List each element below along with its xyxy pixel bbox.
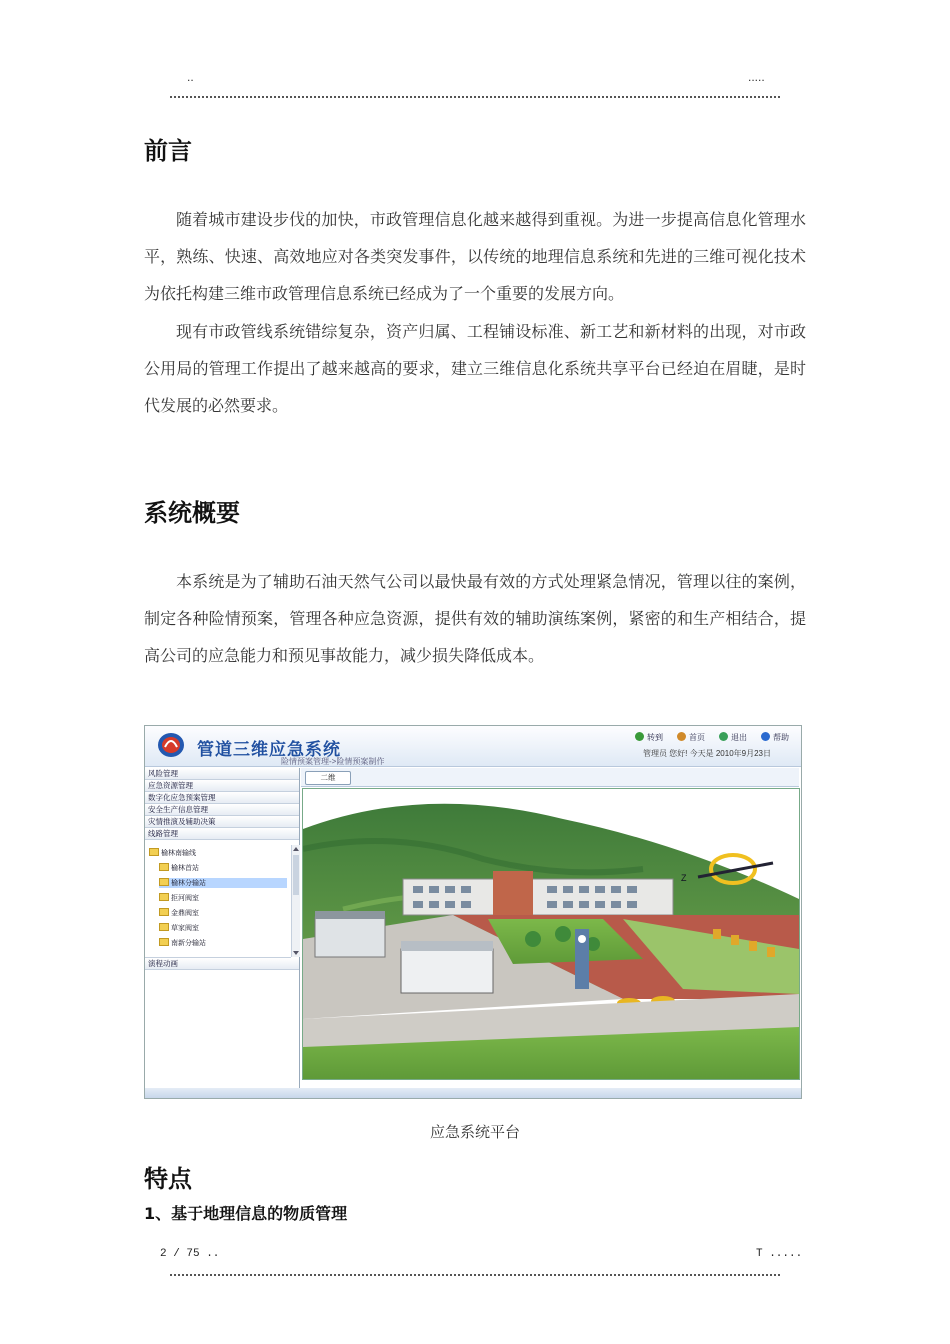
- footer-right-mark: T .....: [756, 1248, 803, 1260]
- exit-icon: [719, 732, 728, 741]
- features-heading: 特点: [144, 1165, 192, 1193]
- exit-link[interactable]: 退出: [719, 732, 747, 743]
- folder-icon: [149, 848, 159, 856]
- home-icon: [677, 732, 686, 741]
- help-link[interactable]: 帮助: [761, 732, 789, 743]
- menu-item-resources[interactable]: 应急资源管理: [145, 780, 299, 792]
- help-icon: [761, 732, 770, 741]
- tree-item[interactable]: 拒河阀室: [159, 893, 199, 903]
- scrollbar-arrows-icon: [292, 845, 300, 957]
- menu-item-safety[interactable]: 安全生产信息管理: [145, 804, 299, 816]
- app-breadcrumb: 险情预案管理->险情预案制作: [281, 757, 385, 766]
- app-status-bar: [145, 1088, 801, 1098]
- folder-icon: [159, 923, 169, 931]
- app-screenshot: [144, 725, 802, 1099]
- features-subheading: 1、基于地理信息的物质管理: [144, 1204, 348, 1223]
- tree-item[interactable]: 南新分输站: [159, 938, 206, 948]
- preface-paragraph-1: 随着城市建设步伐的加快，市政管理信息化越来越得到重视。为进一步提高信息化管理水平，熟练、快速、高效地应对各类突发事件，以传统的地理信息系统和先进的三维可视化技术为依托构建三维市政管理信息系统已经成为了一个重要的发展方向。: [144, 210, 806, 303]
- preface-heading: 前言: [144, 137, 192, 165]
- goto-link[interactable]: 转到: [635, 732, 663, 743]
- folder-icon: [159, 938, 169, 946]
- folder-icon: [159, 908, 169, 916]
- header-right-mark: .....: [748, 70, 765, 84]
- goto-icon: [635, 732, 644, 741]
- menu-item-simulation[interactable]: 灾情推演及辅助决策: [145, 816, 299, 828]
- tree-item-selected[interactable]: 榆林分输站: [159, 878, 287, 888]
- app-top-links: [635, 732, 789, 743]
- view-tabbar: [301, 768, 799, 787]
- tree-scrollbar[interactable]: [291, 845, 300, 957]
- menu-item-lines[interactable]: 线路管理: [145, 828, 299, 840]
- tree-item[interactable]: 榆林首站: [159, 863, 199, 873]
- app-title: 管道三维应急系统: [197, 740, 341, 760]
- 3d-scene-view[interactable]: [302, 788, 800, 1080]
- header-divider: [170, 96, 780, 98]
- tree-item-root[interactable]: 榆林南输线: [149, 848, 196, 858]
- tree-item[interactable]: 草家阀室: [159, 923, 199, 933]
- company-logo-icon: [157, 732, 185, 758]
- app-header-bar: [145, 726, 801, 767]
- figure-caption: 应急系统平台: [430, 1123, 521, 1141]
- overview-paragraph: 本系统是为了辅助石油天然气公司以最快最有效的方式处理紧急情况，管理以往的案例，制定各种险情预案，管理各种应急资源，提供有效的辅助演练案例，紧密的和生产相结合，提高公司的应急能力和预见事故能力，减少损失降低成本。: [144, 572, 806, 665]
- app-sidebar: [145, 768, 300, 1096]
- tree-item[interactable]: 金鼎阀室: [159, 908, 199, 918]
- folder-icon: [159, 878, 169, 886]
- svg-text:Z: Z: [681, 873, 687, 883]
- home-link[interactable]: 首页: [677, 732, 705, 743]
- header-left-mark: ..: [187, 70, 194, 84]
- footer-page-number: 2 / 75 ..: [160, 1248, 220, 1260]
- menu-item-risk[interactable]: 风险管理: [145, 768, 299, 780]
- line-tree: [145, 845, 291, 958]
- app-user-line: 管理员 您好! 今天是 2010年9月23日: [642, 749, 771, 758]
- preface-paragraph-2: 现有市政管线系统错综复杂，资产归属、工程铺设标准、新工艺和新材料的出现，对市政公用局的管理工作提出了越来越高的要求，建立三维信息化系统共享平台已经迫在眉睫，是时代发展的必然要求。: [144, 322, 806, 415]
- folder-icon: [159, 863, 169, 871]
- 3d-scene-image: [303, 789, 799, 1079]
- menu-item-animation[interactable]: 演程动画: [145, 958, 299, 970]
- footer-divider: [170, 1274, 780, 1276]
- menu-item-plans[interactable]: 数字化应急预案管理: [145, 792, 299, 804]
- tab-2d[interactable]: 二维: [305, 771, 351, 785]
- overview-heading: 系统概要: [144, 499, 240, 527]
- folder-icon: [159, 893, 169, 901]
